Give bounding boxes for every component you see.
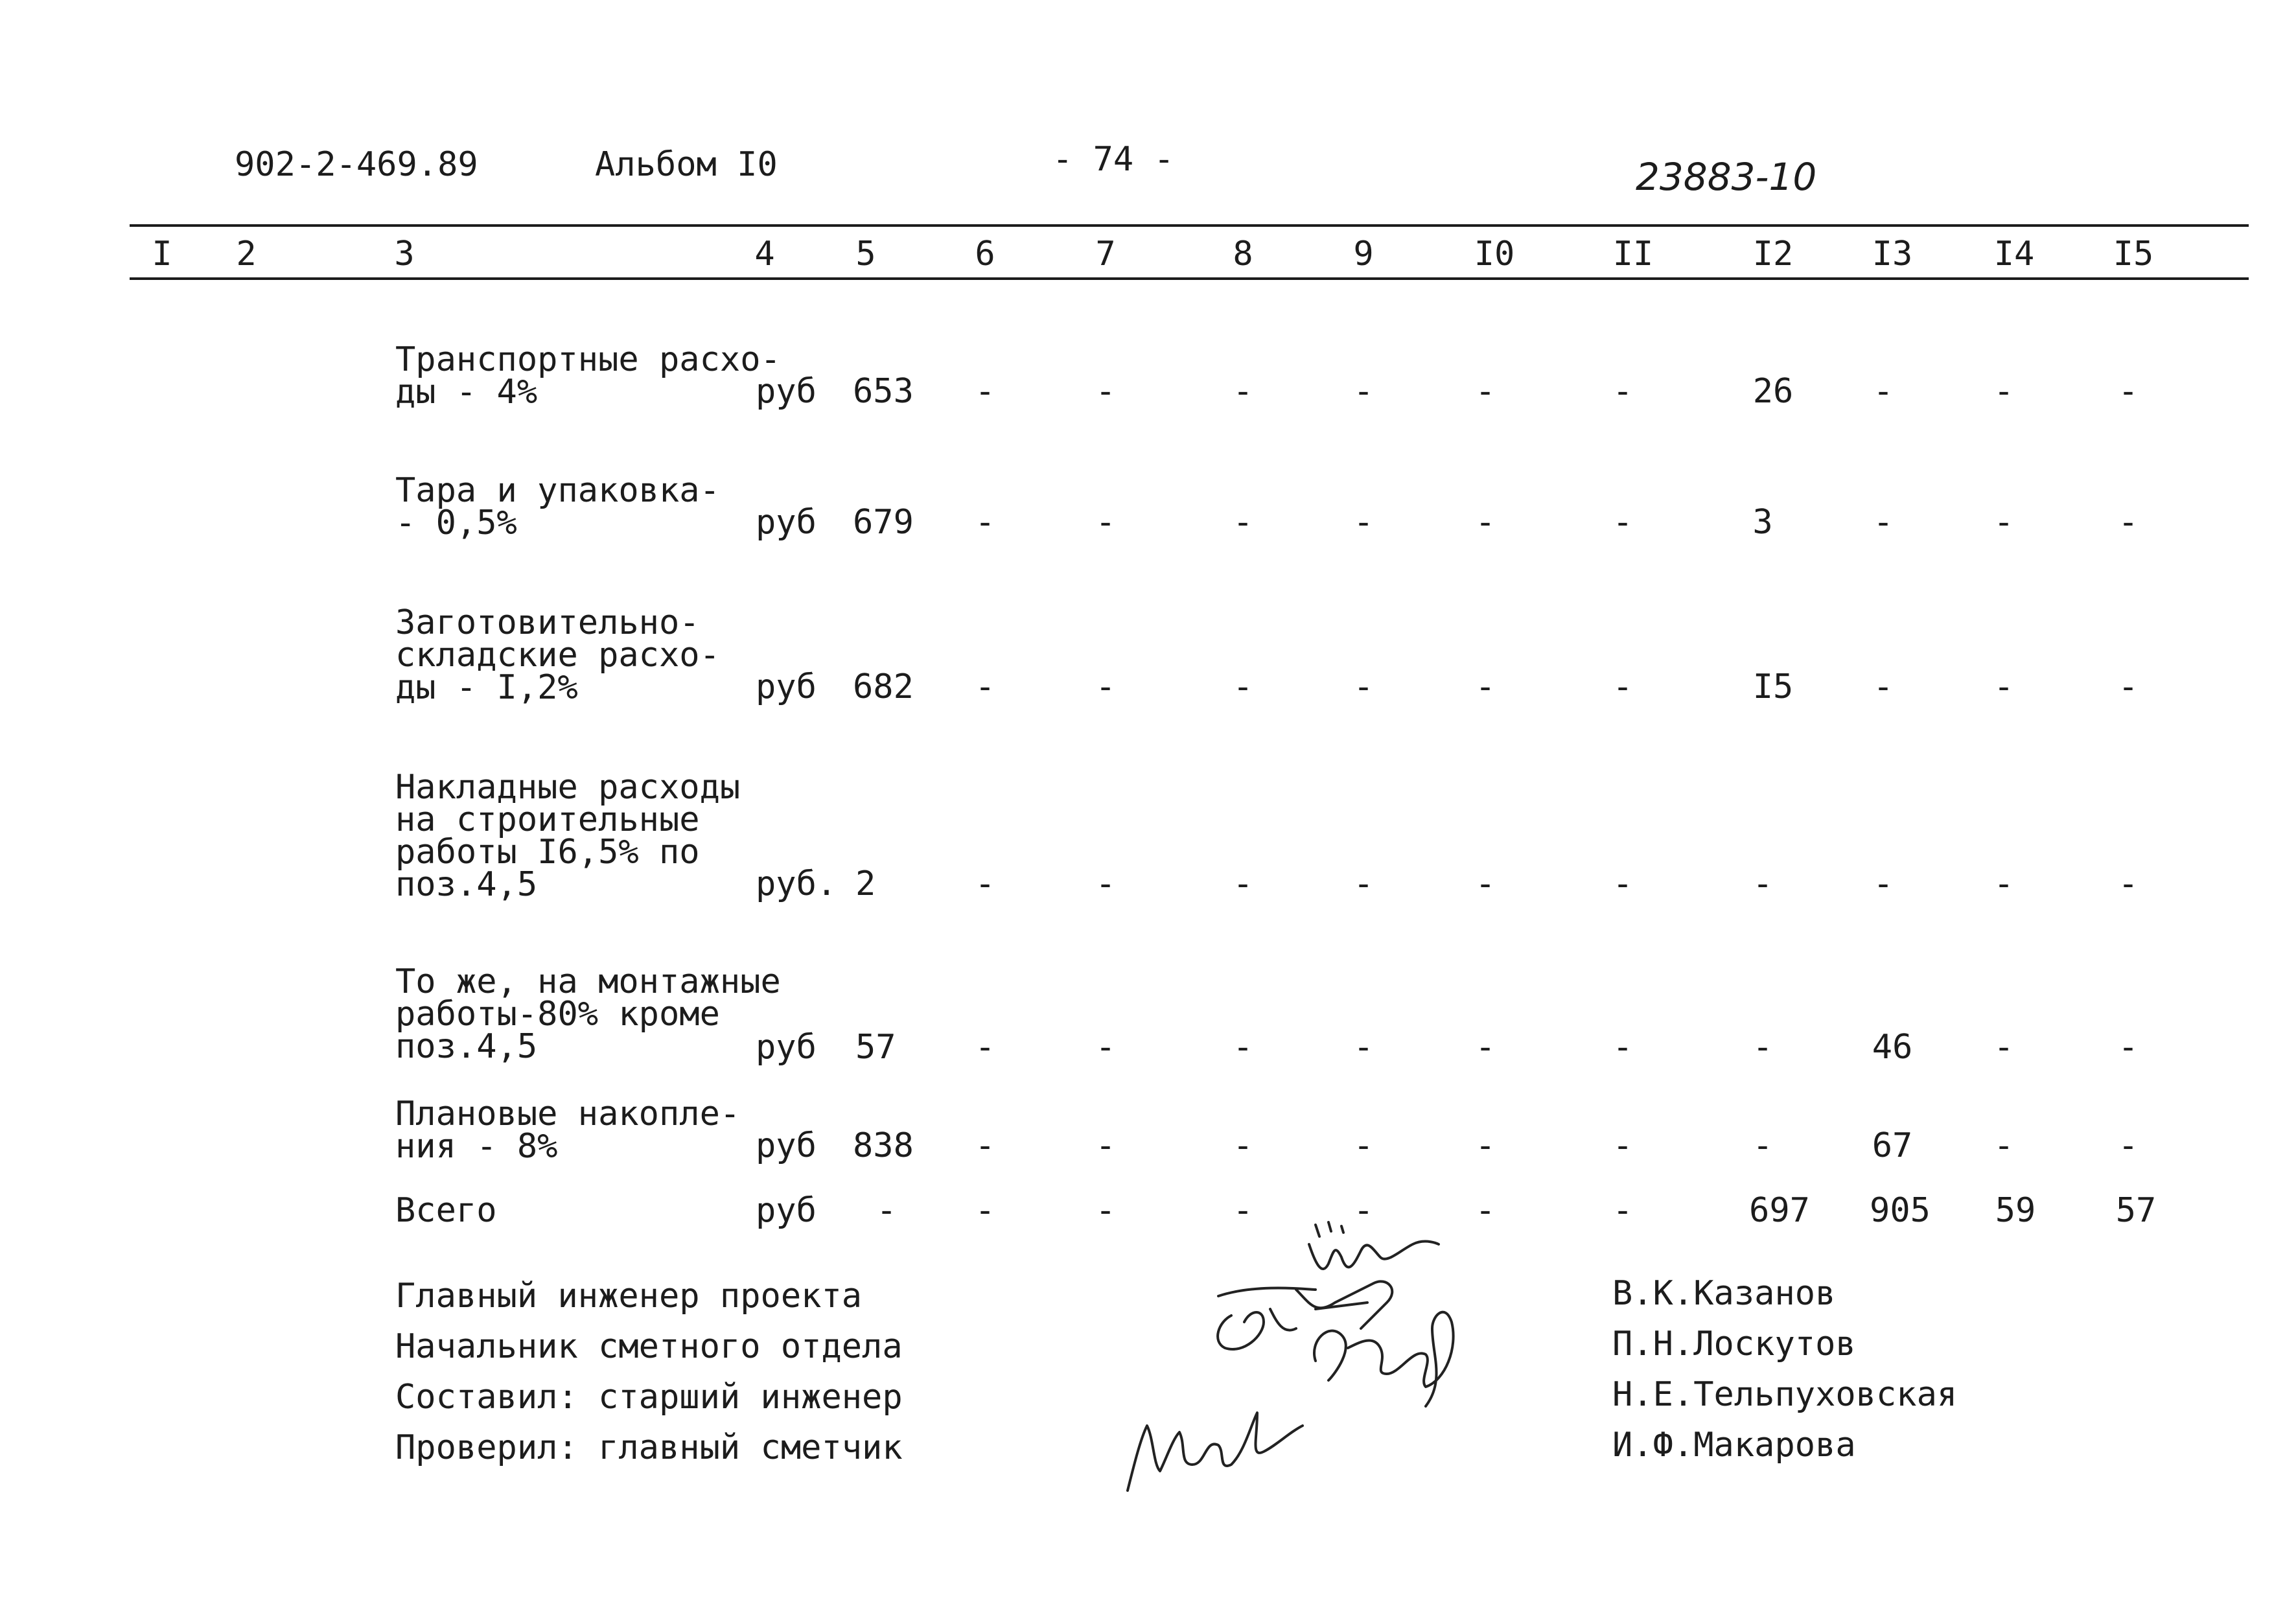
row-value: - (1475, 1191, 1496, 1230)
row-value: - (1233, 1126, 1253, 1165)
signature-stroke (1218, 1281, 1392, 1349)
row-value: - (1993, 503, 2014, 542)
row-value: - (1612, 372, 1633, 411)
row-value: - (2118, 1126, 2139, 1165)
column-header: I3 (1872, 235, 1913, 273)
row-description: Плановые накопле- ния - 8% (395, 1095, 741, 1166)
signatory-name: В.К.Казанов (1612, 1274, 1836, 1313)
row-value: - (1475, 667, 1496, 706)
column-header: 4 (754, 235, 775, 273)
signatory-name: И.Ф.Макарова (1612, 1426, 1856, 1465)
row-value: - (1873, 864, 1894, 903)
row-value: - (975, 1191, 995, 1230)
row-value: - (1612, 864, 1633, 903)
column-header: I2 (1752, 235, 1794, 273)
row-value: - (1475, 1126, 1496, 1165)
row-unit: руб (756, 503, 817, 542)
column-header: 3 (394, 235, 415, 273)
table-top-rule (130, 224, 2249, 227)
row-code: 679 (853, 503, 914, 542)
column-header: I (152, 235, 172, 273)
row-value: - (975, 864, 995, 903)
row-value: 3 (1752, 503, 1773, 542)
table-header-bottom-rule (130, 277, 2249, 280)
column-header: 7 (1095, 235, 1116, 273)
row-description: Тара и упаковка- - 0,5% (395, 471, 720, 542)
row-value: - (1095, 1126, 1116, 1165)
handwritten-signatures (1102, 1218, 1555, 1523)
row-value: - (1993, 1028, 2014, 1067)
row-value: - (1353, 503, 1374, 542)
column-header: 5 (855, 235, 876, 273)
row-description: Заготовительно- складские расхо- ды - I,2% (395, 603, 720, 707)
column-header: 6 (975, 235, 995, 273)
row-value: - (1233, 1191, 1253, 1230)
row-value: 67 (1872, 1126, 1913, 1165)
row-value: - (1475, 1028, 1496, 1067)
row-value: - (1233, 1028, 1253, 1067)
row-value: - (975, 1126, 995, 1165)
row-value: - (1095, 667, 1116, 706)
row-value: - (2118, 864, 2139, 903)
row-value: 57 (2115, 1191, 2157, 1230)
column-header: I4 (1993, 235, 2035, 273)
signatory-position: Составил: старший инженер (395, 1378, 903, 1417)
row-unit: руб (756, 667, 817, 706)
document-number: 902-2-469.89 (235, 145, 478, 184)
row-value: - (1612, 667, 1633, 706)
inventory-number: 23883-10 (1636, 155, 1817, 199)
row-value: - (1095, 1191, 1116, 1230)
row-value: - (1993, 1126, 2014, 1165)
signature-stroke (1314, 1312, 1454, 1406)
row-code: - (876, 1191, 897, 1230)
row-unit: руб (756, 372, 817, 411)
row-value: - (1353, 864, 1374, 903)
row-value: - (1095, 372, 1116, 411)
row-value: - (1475, 503, 1496, 542)
column-header: I0 (1474, 235, 1515, 273)
row-value: - (1475, 372, 1496, 411)
row-value: - (2118, 372, 2139, 411)
row-value: 905 (1870, 1191, 1931, 1230)
column-header: 8 (1233, 235, 1253, 273)
signature-stroke (1316, 1222, 1343, 1236)
signatory-position: Главный инженер проекта (395, 1277, 863, 1316)
row-unit: руб. (756, 864, 837, 903)
row-value: - (1233, 667, 1253, 706)
row-value: - (2118, 667, 2139, 706)
row-value: - (1752, 864, 1773, 903)
row-value: - (1873, 503, 1894, 542)
signatory-position: Проверил: главный сметчик (395, 1428, 903, 1467)
row-value: - (1353, 1028, 1374, 1067)
row-value: - (1752, 1028, 1773, 1067)
row-value: - (1993, 864, 2014, 903)
row-value: - (975, 667, 995, 706)
row-value: - (1612, 503, 1633, 542)
row-value: - (1612, 1126, 1633, 1165)
row-value: 697 (1749, 1191, 1810, 1230)
row-value: - (1873, 667, 1894, 706)
row-code: 838 (853, 1126, 914, 1165)
column-header: 9 (1353, 235, 1374, 273)
column-header: II (1612, 235, 1654, 273)
signatory-position: Начальник сметного отдела (395, 1327, 903, 1366)
page-number: - 74 - (1052, 140, 1174, 179)
row-code: 2 (855, 864, 876, 903)
row-value: - (1993, 372, 2014, 411)
row-value: 59 (1995, 1191, 2036, 1230)
row-value: - (1095, 864, 1116, 903)
row-value: - (1233, 864, 1253, 903)
row-value: - (975, 503, 995, 542)
row-value: 46 (1872, 1028, 1913, 1067)
row-description: Транспортные расхо- ды - 4% (395, 340, 781, 412)
row-value: - (975, 1028, 995, 1067)
row-value: - (1993, 667, 2014, 706)
row-value: - (1353, 667, 1374, 706)
row-value: - (1095, 503, 1116, 542)
row-code: 682 (853, 667, 914, 706)
row-code: 653 (853, 372, 914, 411)
row-value: - (1353, 1191, 1374, 1230)
signatory-name: П.Н.Лоскутов (1612, 1325, 1856, 1363)
row-value: - (1095, 1028, 1116, 1067)
row-unit: руб (756, 1191, 817, 1230)
row-value: - (2118, 503, 2139, 542)
row-value: 26 (1752, 372, 1794, 411)
row-value: - (1353, 1126, 1374, 1165)
row-value: - (975, 372, 995, 411)
row-description: То же, на монтажные работы-80% кроме поз.4,5 (395, 962, 781, 1066)
signature-stroke (1316, 1303, 1367, 1309)
row-description: Всего (395, 1191, 497, 1230)
row-value: - (1612, 1028, 1633, 1067)
row-unit: руб (756, 1126, 817, 1165)
row-unit: руб (756, 1028, 817, 1067)
signature-stroke (1128, 1413, 1303, 1491)
row-description: Накладные расходы на строительные работы I6,5% по поз.4,5 (395, 768, 741, 904)
row-value: - (1233, 372, 1253, 411)
column-header: 2 (236, 235, 257, 273)
row-value: - (1353, 372, 1374, 411)
row-value: - (1873, 372, 1894, 411)
row-value: - (1475, 864, 1496, 903)
album-label: Альбом I0 (595, 145, 778, 184)
row-value: I5 (1752, 667, 1794, 706)
row-value: - (1233, 503, 1253, 542)
column-header: I5 (2113, 235, 2154, 273)
row-value: - (1752, 1126, 1773, 1165)
signatory-name: Н.Е.Тельпуховская (1612, 1375, 1958, 1414)
row-code: 57 (855, 1028, 896, 1067)
row-value: - (2118, 1028, 2139, 1067)
row-value: - (1612, 1191, 1633, 1230)
signature-stroke (1309, 1242, 1439, 1269)
